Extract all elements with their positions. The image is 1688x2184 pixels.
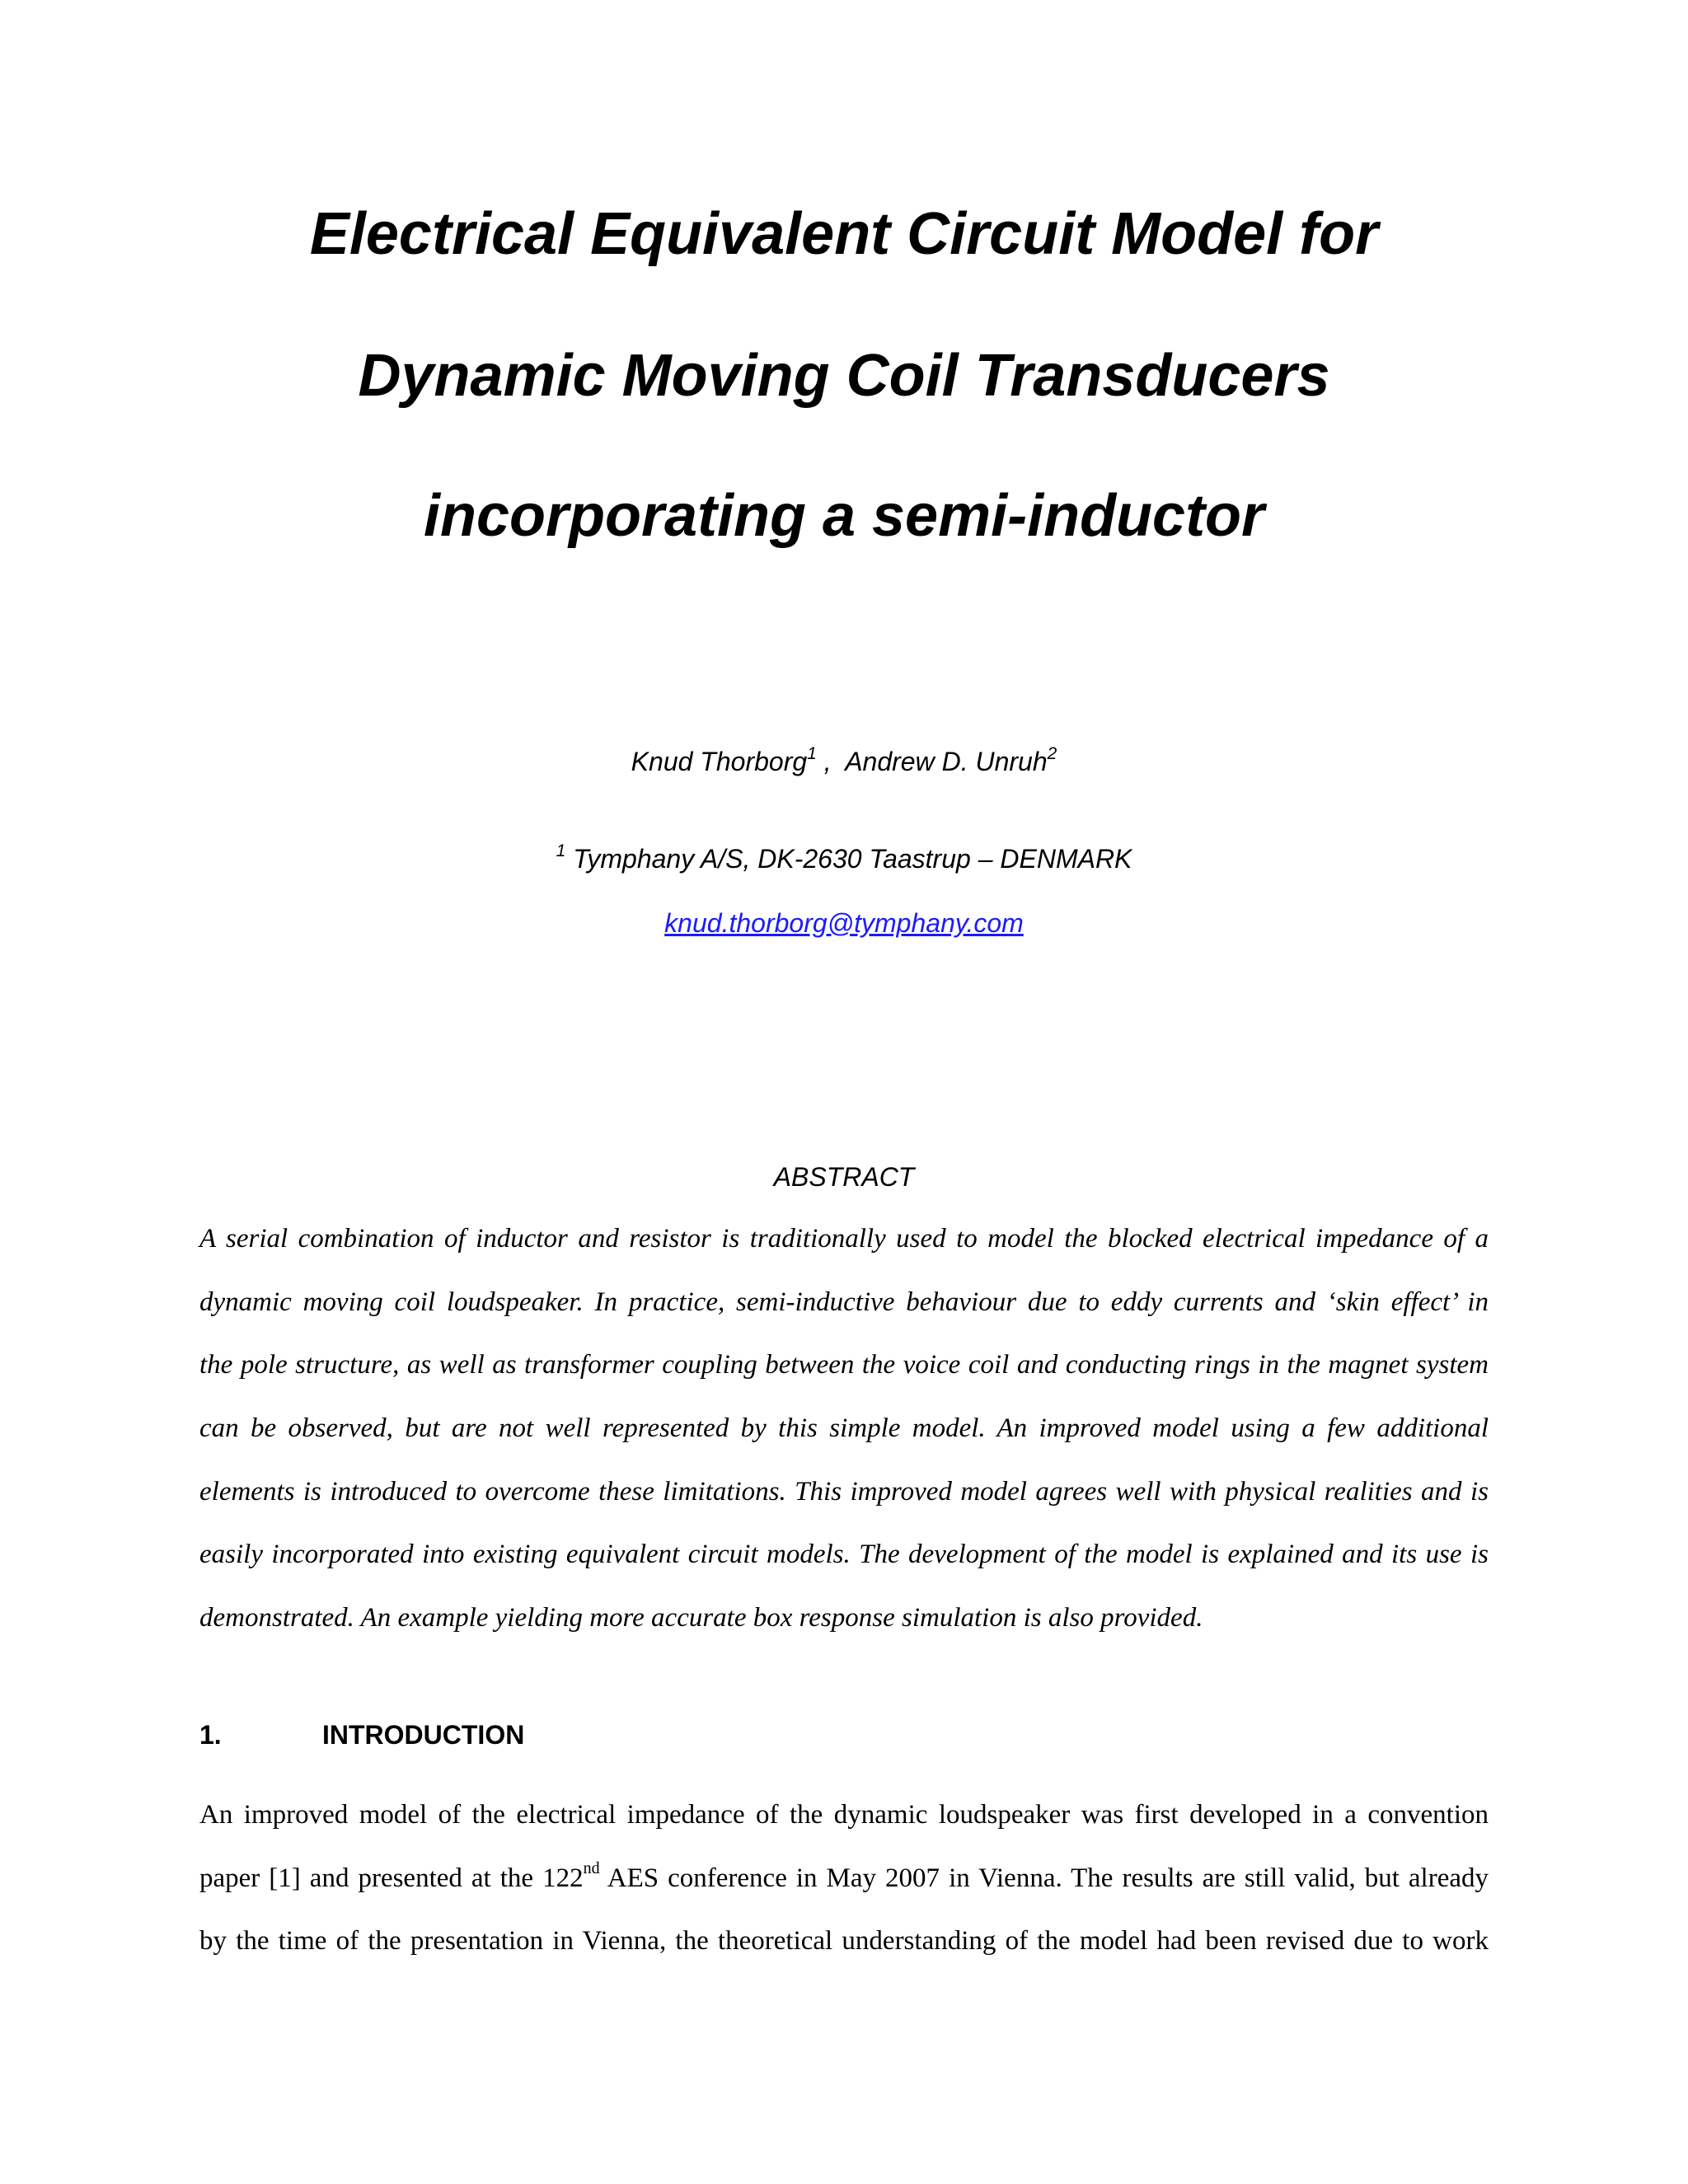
author-name: Andrew D. Unruh [845,747,1048,776]
paper-title-line-3: incorporating a semi-inductor [423,483,1265,549]
affiliation [0,842,1688,875]
affiliation-text: Tymphany A/S, DK-2630 Taastrup – DENMARK [565,844,1132,874]
abstract-line: elements is introduced to overcome these limitations. This improved model agrees well with physical realities and is [199,1477,1489,1507]
section-heading: INTRODUCTION [322,1720,525,1750]
ordinal-suffix: nd [583,1859,600,1877]
author-affiliation-marker: 1 [807,744,817,764]
abstract-line: A serial combination of inductor and resistor is traditionally used to model the blocked electrical impedance of a [199,1224,1489,1254]
abstract-line: can be observed, but are not well represented by this simple model. An improved model using a few additional [199,1413,1489,1443]
body-text-line [199,1859,1489,1895]
body-text-line: by the time of the presentation in Vienna, the theoretical understanding of the model had been revised due to work [199,1926,1489,1956]
author-separator: , [816,747,846,776]
affiliation-marker: 1 [556,841,566,861]
author-affiliation-marker: 2 [1047,744,1057,764]
abstract-line: the pole structure, as well as transformer coupling between the voice coil and conducting rings in the magnet system [199,1350,1489,1380]
section-number: 1. [199,1720,222,1750]
abstract-line: dynamic moving coil loudspeaker. In practice, semi-inductive behaviour due to eddy currents and ‘skin effect’ in [199,1287,1489,1317]
author-list [0,745,1688,778]
body-text-line: An improved model of the electrical impedance of the dynamic loudspeaker was first developed in a convention [199,1800,1489,1830]
contact-email [0,907,1688,940]
body-text-segment: AES conference in May 2007 in Vienna. The results are still valid, but already [599,1863,1489,1893]
abstract-line: demonstrated. An example yielding more accurate box response simulation is also provided. [199,1603,1203,1633]
email-link[interactable]: knud.thorborg@tymphany.com [664,908,1024,938]
paper-title-line-1: Electrical Equivalent Circuit Model for [309,201,1379,267]
paper-title-line-2: Dynamic Moving Coil Transducers [358,343,1330,409]
abstract-line: easily incorporated into existing equivalent circuit models. The development of the model is explained and its use is [199,1540,1489,1569]
abstract-heading: ABSTRACT [773,1162,915,1192]
author-name: Knud Thorborg [631,747,808,776]
body-text-segment: paper [1] and presented at the 122 [199,1863,584,1893]
